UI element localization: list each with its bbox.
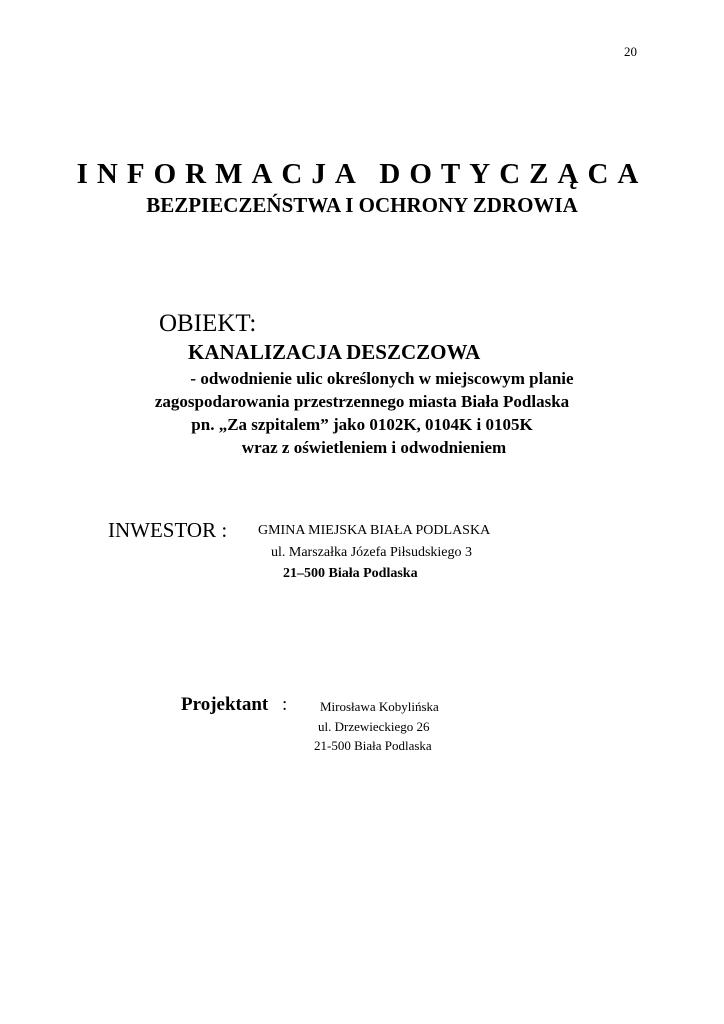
object-title: KANALIZACJA DESZCZOWA: [188, 340, 481, 364]
investor-label: INWESTOR :: [108, 518, 228, 542]
designer-name: Mirosława Kobylińska: [320, 699, 439, 714]
document-subtitle: BEZPIECZEŃSTWA I OCHRONY ZDROWIA: [146, 193, 578, 217]
designer-label-colon: :: [282, 694, 288, 715]
designer-street: ul. Drzewieckiego 26: [318, 719, 430, 734]
object-label: OBIEKT:: [159, 310, 257, 337]
document-title: INFORMACJA DOTYCZĄCA: [76, 158, 648, 190]
object-description-line: zagospodarowania przestrzennego miasta Biała Podlaska: [154, 392, 570, 411]
object-description-line: - odwodnienie ulic określonych w miejscowym planie: [190, 369, 574, 388]
designer-city: 21-500 Biała Podlaska: [314, 738, 432, 753]
investor-city: 21–500 Biała Podlaska: [283, 566, 418, 581]
investor-name: GMINA MIEJSKA BIAŁA PODLASKA: [258, 523, 491, 538]
investor-street: ul. Marszałka Józefa Piłsudskiego 3: [271, 545, 473, 560]
object-description-line: wraz z oświetleniem i odwodnieniem: [241, 438, 507, 457]
page-number: 20: [624, 44, 637, 59]
designer-label: Projektant: [181, 694, 269, 715]
object-description-line: pn. „Za szpitalem” jako 0102K, 0104K i 0105K: [191, 415, 533, 434]
